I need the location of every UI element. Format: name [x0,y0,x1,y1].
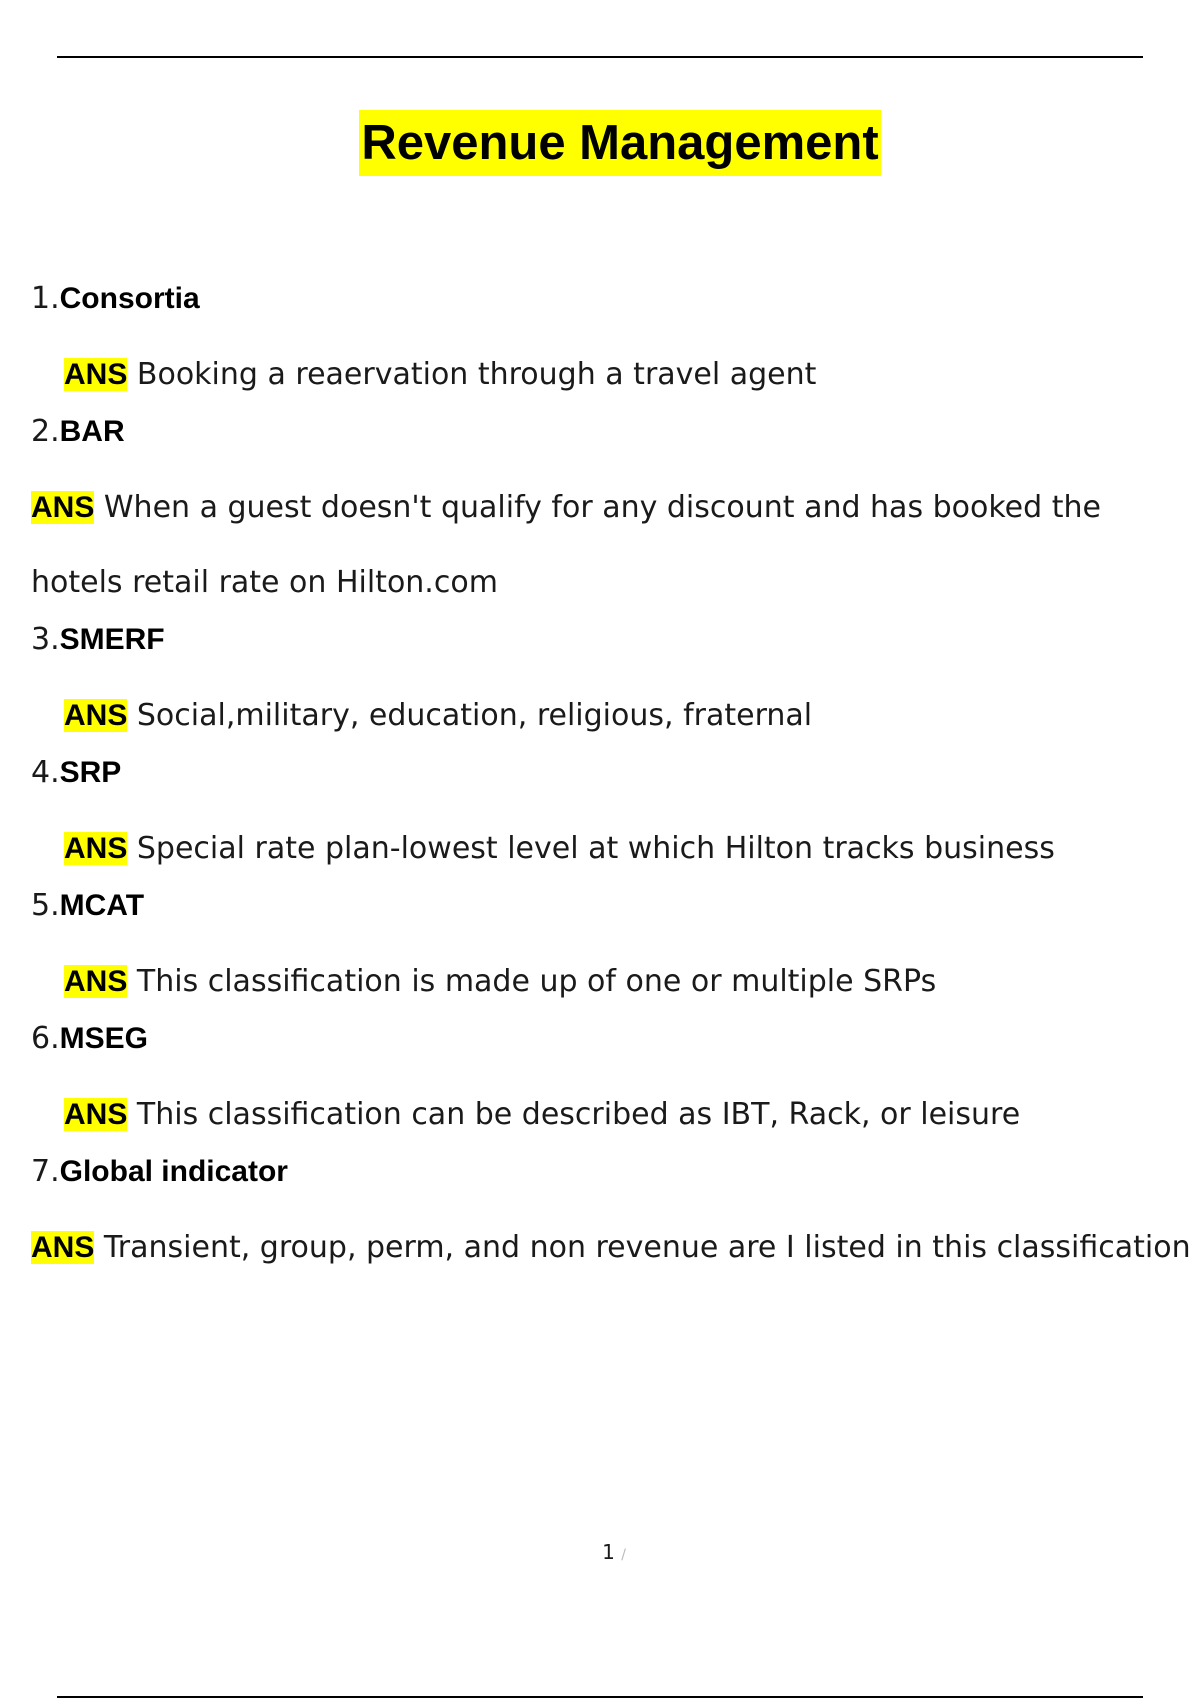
ans-label: ANS [31,1231,95,1264]
answer-text: This classification is made up of one or multiple SRPs [136,964,937,999]
question-term: Consortia [59,282,200,315]
answer-item [31,1210,1191,1285]
question-number: 4. [31,755,60,790]
page-number-separator: / [621,1547,626,1563]
question-term: SRP [59,756,122,789]
question-item [31,280,1191,318]
question-number: 6. [31,1021,60,1056]
question-item [31,754,1191,792]
question-item [31,413,1191,451]
question-number: 7. [31,1154,60,1189]
answer-text: Transient, group, perm, and non revenue are I listed in this classification [103,1230,1191,1265]
answer-text: Social,military, education, religious, fraternal [136,698,813,733]
question-term: MSEG [59,1022,148,1055]
bottom-rule [57,1696,1143,1698]
question-list [31,280,1191,1286]
answer-item [31,337,1191,412]
question-term: Global indicator [59,1155,288,1188]
question-number: 1. [31,281,60,316]
question-item [31,1153,1191,1191]
page-number-value: 1 [602,1540,615,1564]
answer-text: When a guest doesn't qualify for any discount and has booked the hotels retail rate on Hilton.com [31,490,1101,600]
answer-item [31,944,1191,1019]
question-term: BAR [59,415,125,448]
answer-text: This classification can be described as IBT, Rack, or leisure [136,1097,1021,1132]
page-number [0,1540,1200,1564]
answer-item [31,811,1191,886]
question-number: 2. [31,414,60,449]
answer-item [31,678,1191,753]
question-term: MCAT [59,889,145,922]
answer-item [31,1077,1191,1152]
title-container [0,110,1200,176]
page-title: Revenue Management [359,110,880,176]
question-item [31,887,1191,925]
question-item [31,621,1191,659]
question-number: 3. [31,622,60,657]
ans-label: ANS [64,832,128,865]
answer-item [31,470,1191,620]
question-number: 5. [31,888,60,923]
ans-label: ANS [64,358,128,391]
question-term: SMERF [59,623,165,656]
answer-text: Booking a reaervation through a travel agent [136,357,817,392]
answer-text: Special rate plan-lowest level at which Hilton tracks business [136,831,1055,866]
ans-label: ANS [64,965,128,998]
ans-label: ANS [64,1098,128,1131]
question-item [31,1020,1191,1058]
ans-label: ANS [64,699,128,732]
top-rule [57,56,1143,58]
ans-label: ANS [31,491,95,524]
